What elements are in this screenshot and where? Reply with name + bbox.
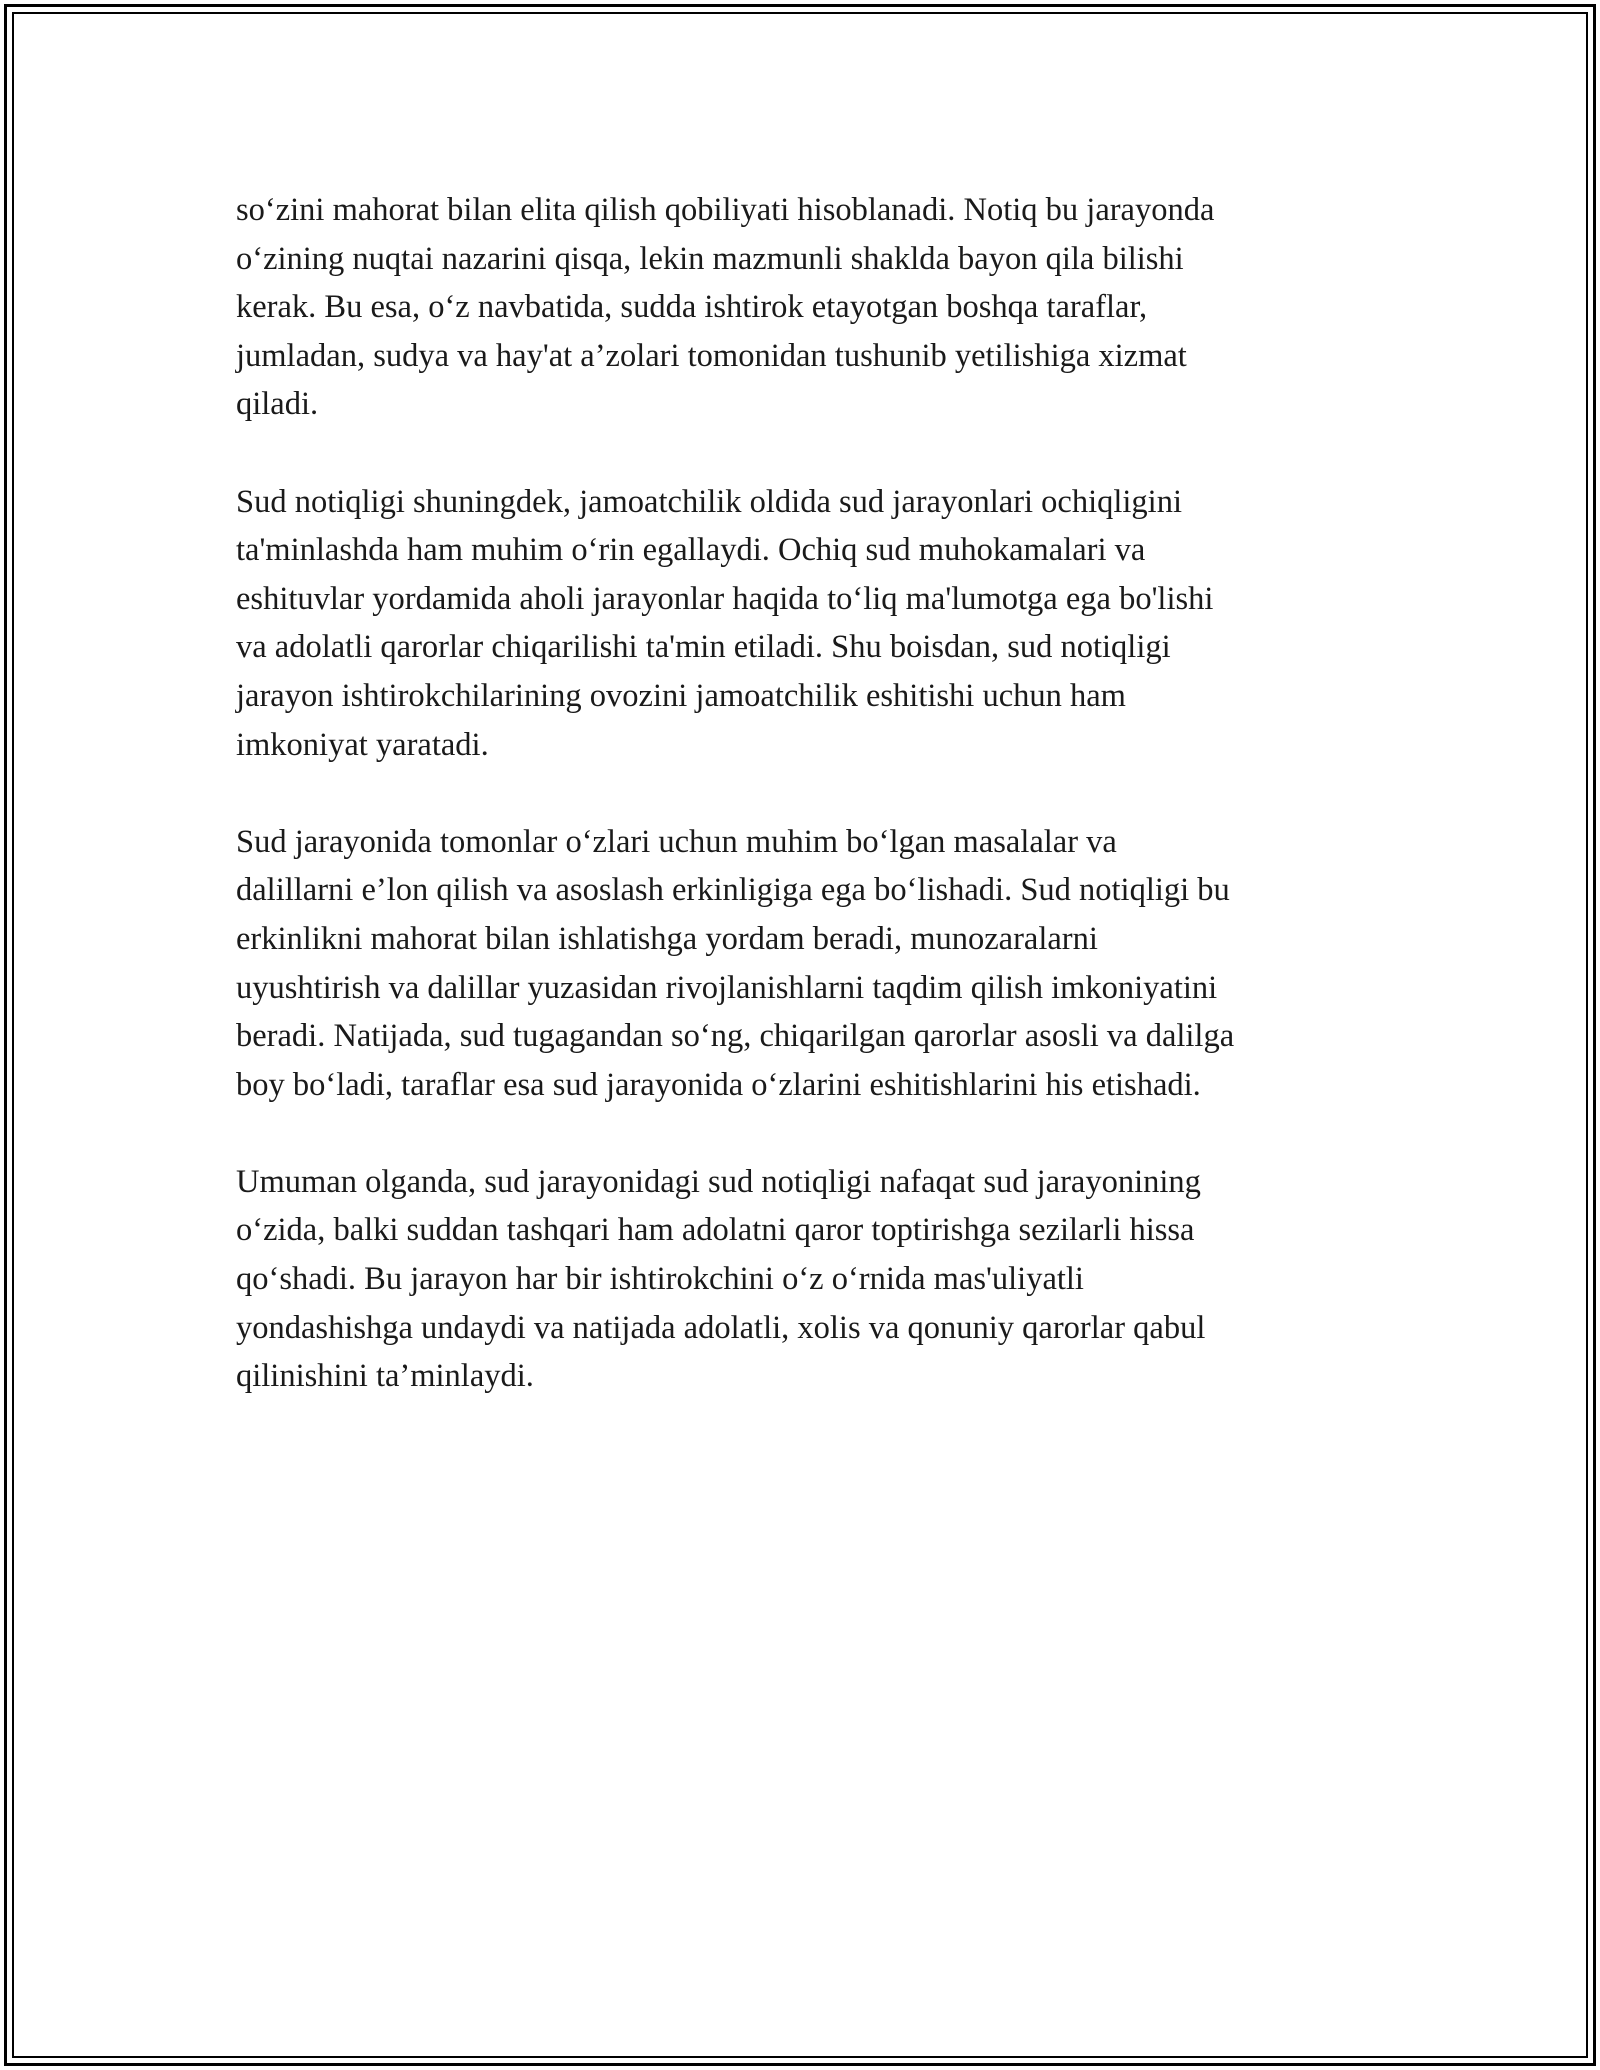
text-line: boy bo‘ladi, taraflar esa sud jarayonida o‘zlarini eshitishlarini his etishadi. xyxy=(236,1066,1201,1103)
text-line: qilinishini ta’minlaydi. xyxy=(236,1358,534,1395)
text-line: Sud notiqligi shuningdek, jamoatchilik oldida sud jarayonlari ochiqligini xyxy=(236,483,1182,520)
paragraph-2 xyxy=(236,478,1396,770)
text-line: o‘zining nuqtai nazarini qisqa, lekin mazmunli shaklda bayon qila bilishi xyxy=(236,240,1184,277)
text-line: o‘zida, balki suddan tashqari ham adolatni qaror toptirishga sezilarli hissa xyxy=(236,1212,1195,1249)
text-line: kerak. Bu esa, o‘z navbatida, sudda ishtirok etayotgan boshqa taraflar, xyxy=(236,289,1148,326)
text-line: jarayon ishtirokchilarining ovozini jamoatchilik eshitishi uchun ham xyxy=(236,677,1126,714)
text-line: qo‘shadi. Bu jarayon har bir ishtirokchini o‘z o‘rnida mas'uliyatli xyxy=(236,1261,1084,1298)
text-line: erkinlikni mahorat bilan ishlatishga yordam beradi, munozaralarni xyxy=(236,920,1098,957)
text-line: eshituvlar yordamida aholi jarayonlar haqida to‘liq ma'lumotga ega bo'lishi xyxy=(236,580,1214,617)
text-line: ta'minlashda ham muhim o‘rin egallaydi. Ochiq sud muhokamalari va xyxy=(236,532,1146,569)
text-line: Sud jarayonida tomonlar o‘zlari uchun muhim bo‘lgan masalalar va xyxy=(236,823,1117,860)
text-line: beradi. Natijada, sud tugagandan so‘ng, chiqarilgan qarorlar asosli va dalilga xyxy=(236,1018,1235,1055)
document-body xyxy=(236,186,1396,1449)
text-line: jumladan, sudya va hay'at a’zolari tomonidan tushunib yetilishiga xizmat xyxy=(236,337,1187,374)
text-line: dalillarni e’lon qilish va asoslash erkinligiga ega bo‘lishadi. Sud notiqligi bu xyxy=(236,872,1230,909)
paragraph-1 xyxy=(236,186,1396,429)
text-line: qiladi. xyxy=(236,386,319,423)
text-line: yondashishga undaydi va natijada adolatli, xolis va qonuniy qarorlar qabul xyxy=(236,1309,1206,1346)
text-line: va adolatli qarorlar chiqarilishi ta'min etiladi. Shu boisdan, sud notiqligi xyxy=(236,629,1171,666)
text-line: uyushtirish va dalillar yuzasidan rivojlanishlarni taqdim qilish imkoniyatini xyxy=(236,969,1218,1006)
text-line: so‘zini mahorat bilan elita qilish qobiliyati hisoblanadi. Notiq bu jarayonda xyxy=(236,192,1215,228)
paragraph-4 xyxy=(236,1158,1396,1401)
paragraph-3 xyxy=(236,818,1396,1110)
text-line: Umuman olganda, sud jarayonidagi sud notiqligi nafaqat sud jarayonining xyxy=(236,1163,1201,1200)
text-line: imkoniyat yaratadi. xyxy=(236,726,489,763)
